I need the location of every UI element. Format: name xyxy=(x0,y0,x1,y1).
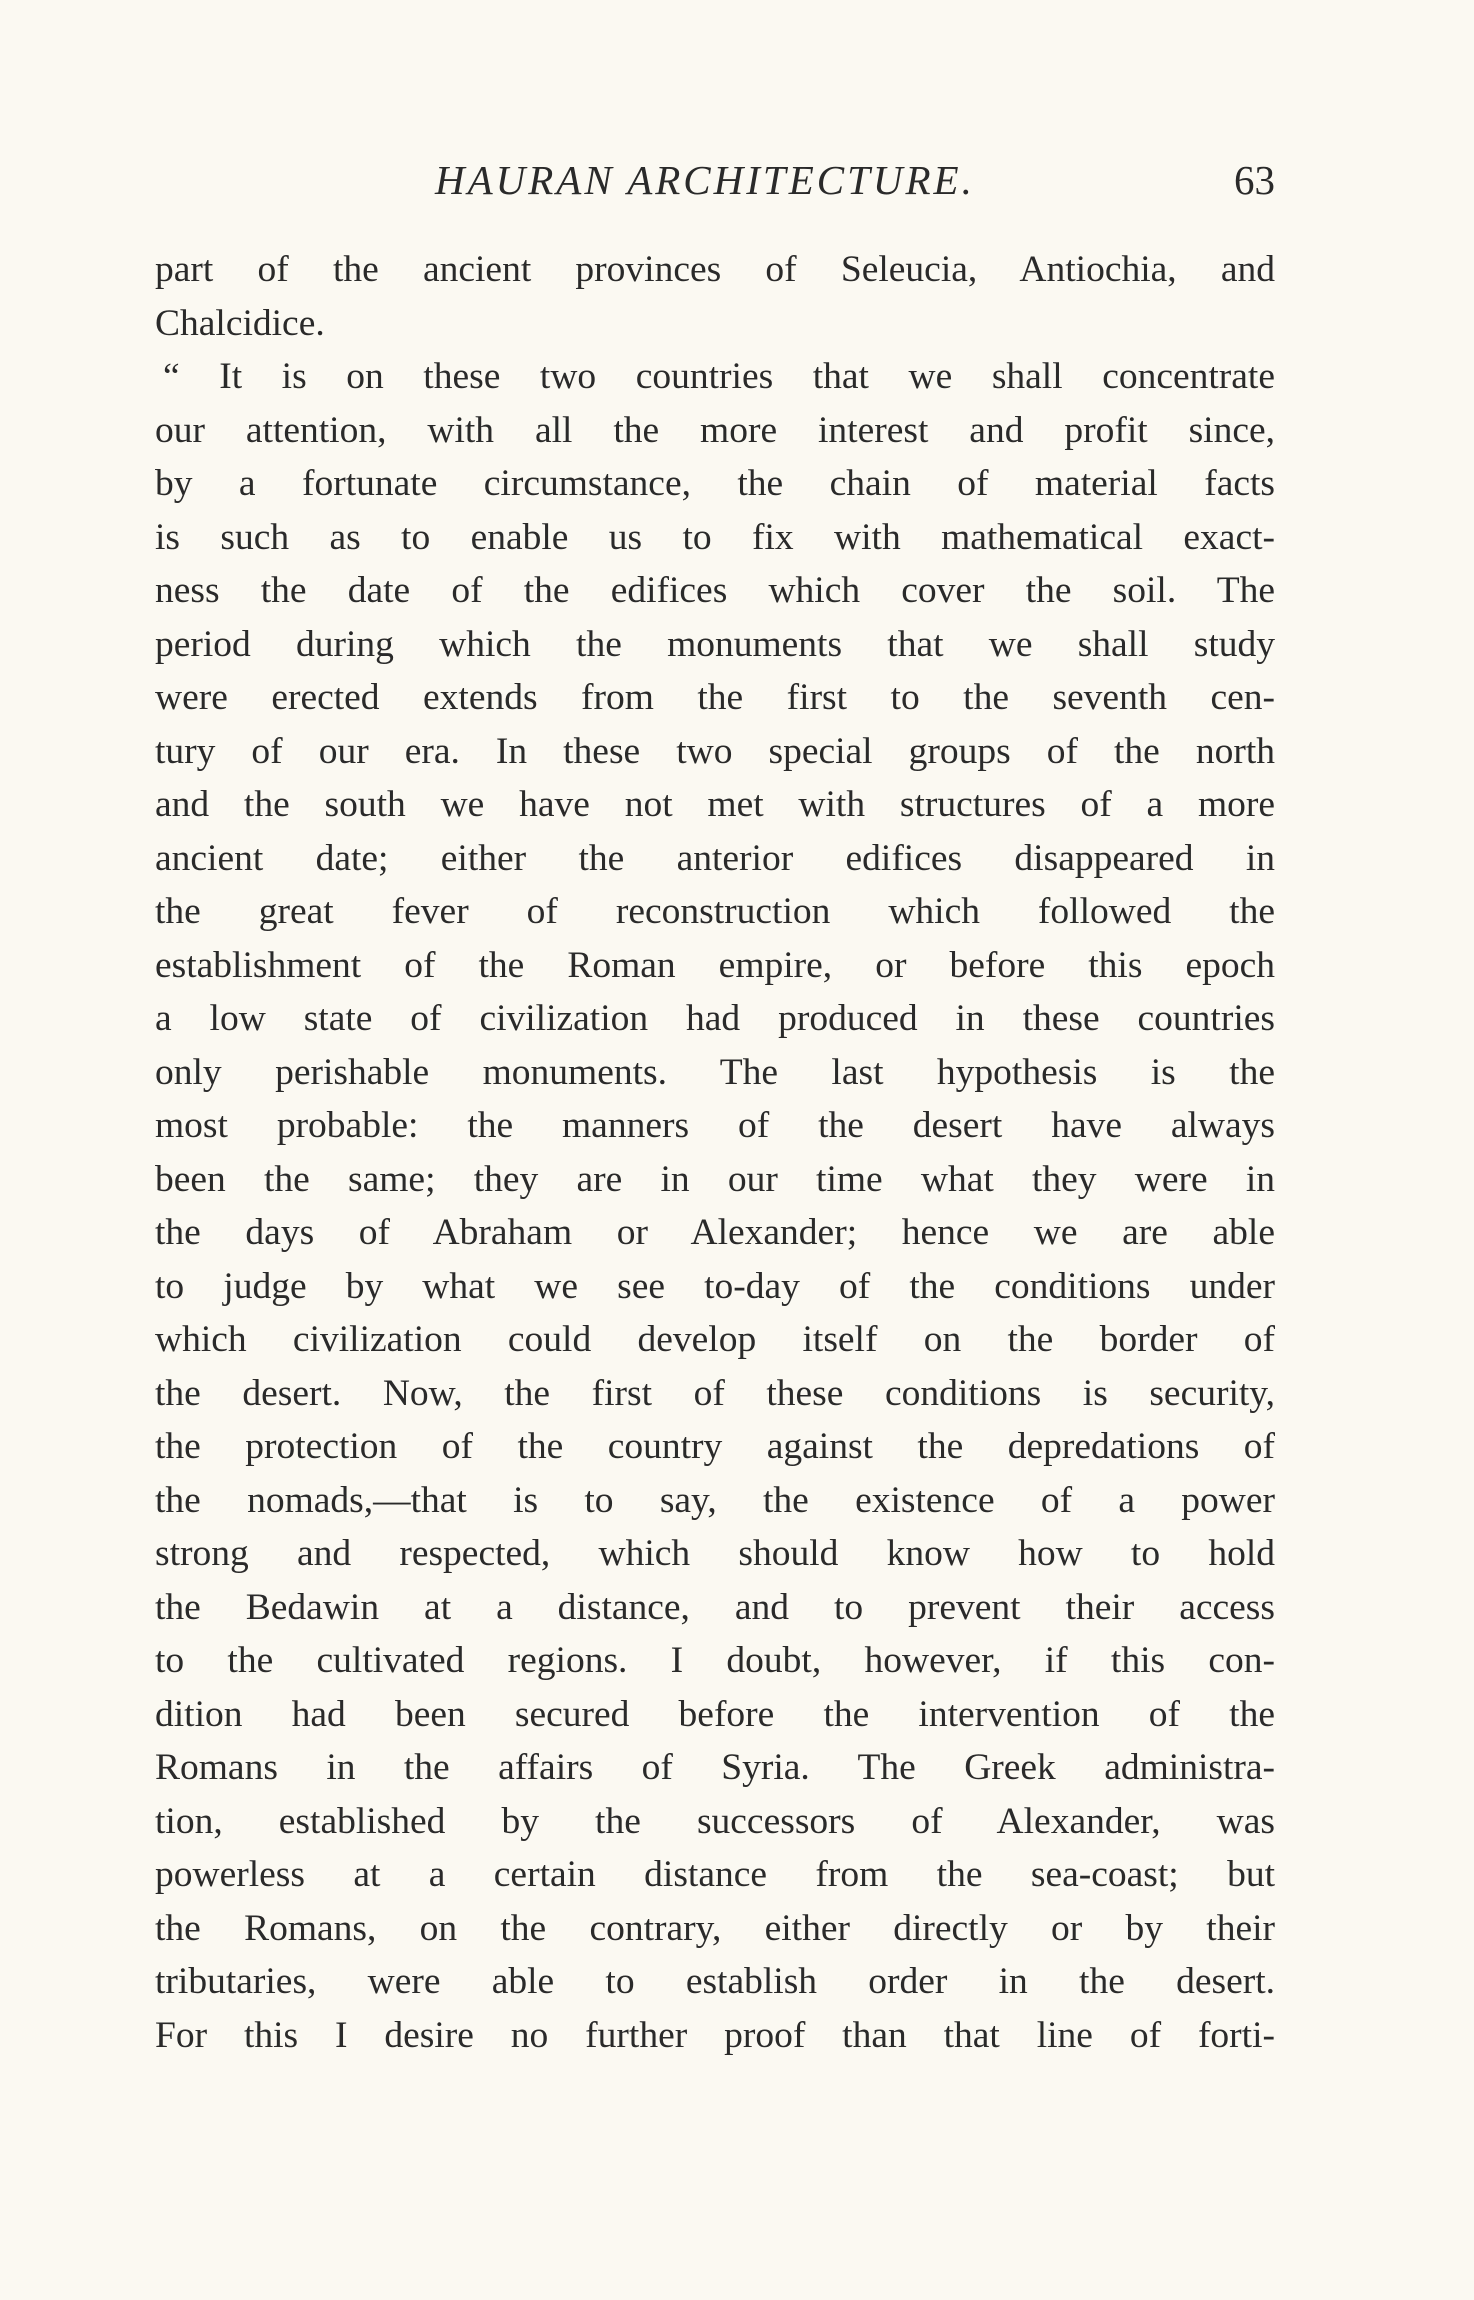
text-line: a low state of civilization had produced in these countries xyxy=(155,998,1275,1039)
text-line: establishment of the Roman empire, or before this epoch xyxy=(155,944,1275,986)
page-number: 63 xyxy=(1234,157,1275,203)
text-line: tury of our era. In these two special groups of the north xyxy=(155,730,1275,772)
text-line: For this I desire no further proof than that line of forti- xyxy=(155,2014,1275,2056)
text-line: to judge by what we see to-day of the conditions under xyxy=(155,1265,1275,1307)
text-line: by a fortunate circumstance, the chain of material facts xyxy=(155,463,1275,504)
text-line: Chalcidice. xyxy=(155,302,325,344)
text-line: part of the ancient provinces of Seleucia, Antiochia, and xyxy=(155,249,1275,290)
body-text xyxy=(155,243,1275,2062)
text-line: been the same; they are in our time what they were in xyxy=(155,1158,1275,1200)
text-line: dition had been secured before the intervention of the xyxy=(155,1693,1275,1735)
text-line: is such as to enable us to fix with mathematical exact- xyxy=(155,516,1275,558)
text-line: only perishable monuments. The last hypothesis is the xyxy=(155,1051,1275,1093)
text-line: the nomads,—that is to say, the existence of a power xyxy=(155,1479,1275,1521)
text-line: the protection of the country against the depredations of xyxy=(155,1426,1275,1467)
text-line: the desert. Now, the first of these conditions is security, xyxy=(155,1372,1275,1414)
text-line: to the cultivated regions. I doubt, however, if this con- xyxy=(155,1640,1275,1681)
text-line: “ It is on these two countries that we shall concentrate xyxy=(163,356,1275,397)
text-line: tion, established by the successors of Alexander, was xyxy=(155,1800,1275,1842)
text-line: were erected extends from the first to the seventh cen- xyxy=(155,677,1275,718)
text-line: the great fever of reconstruction which followed the xyxy=(155,891,1275,932)
running-head xyxy=(155,156,1275,216)
text-line: and the south we have not met with structures of a more xyxy=(155,784,1275,825)
text-line: ancient date; either the anterior edifices disappeared in xyxy=(155,837,1275,879)
text-line: most probable: the manners of the desert have always xyxy=(155,1105,1275,1146)
text-line: tributaries, were able to establish order in the desert. xyxy=(155,1961,1275,2002)
text-line: ness the date of the edifices which cover the soil. The xyxy=(155,570,1275,611)
text-line: the Bedawin at a distance, and to prevent their access xyxy=(155,1586,1275,1628)
text-line: period during which the monuments that we shall study xyxy=(155,623,1275,665)
text-line: Romans in the affairs of Syria. The Greek administra- xyxy=(155,1747,1275,1788)
running-title: HAURAN ARCHITECTURE. xyxy=(435,157,975,203)
text-line: strong and respected, which should know how to hold xyxy=(155,1533,1275,1574)
text-line: powerless at a certain distance from the sea-coast; but xyxy=(155,1854,1275,1895)
text-line: the Romans, on the contrary, either directly or by their xyxy=(155,1907,1275,1949)
text-line: our attention, with all the more interest and profit since, xyxy=(155,409,1275,451)
text-line: which civilization could develop itself on the border of xyxy=(155,1319,1275,1360)
text-line: the days of Abraham or Alexander; hence we are able xyxy=(155,1212,1275,1253)
